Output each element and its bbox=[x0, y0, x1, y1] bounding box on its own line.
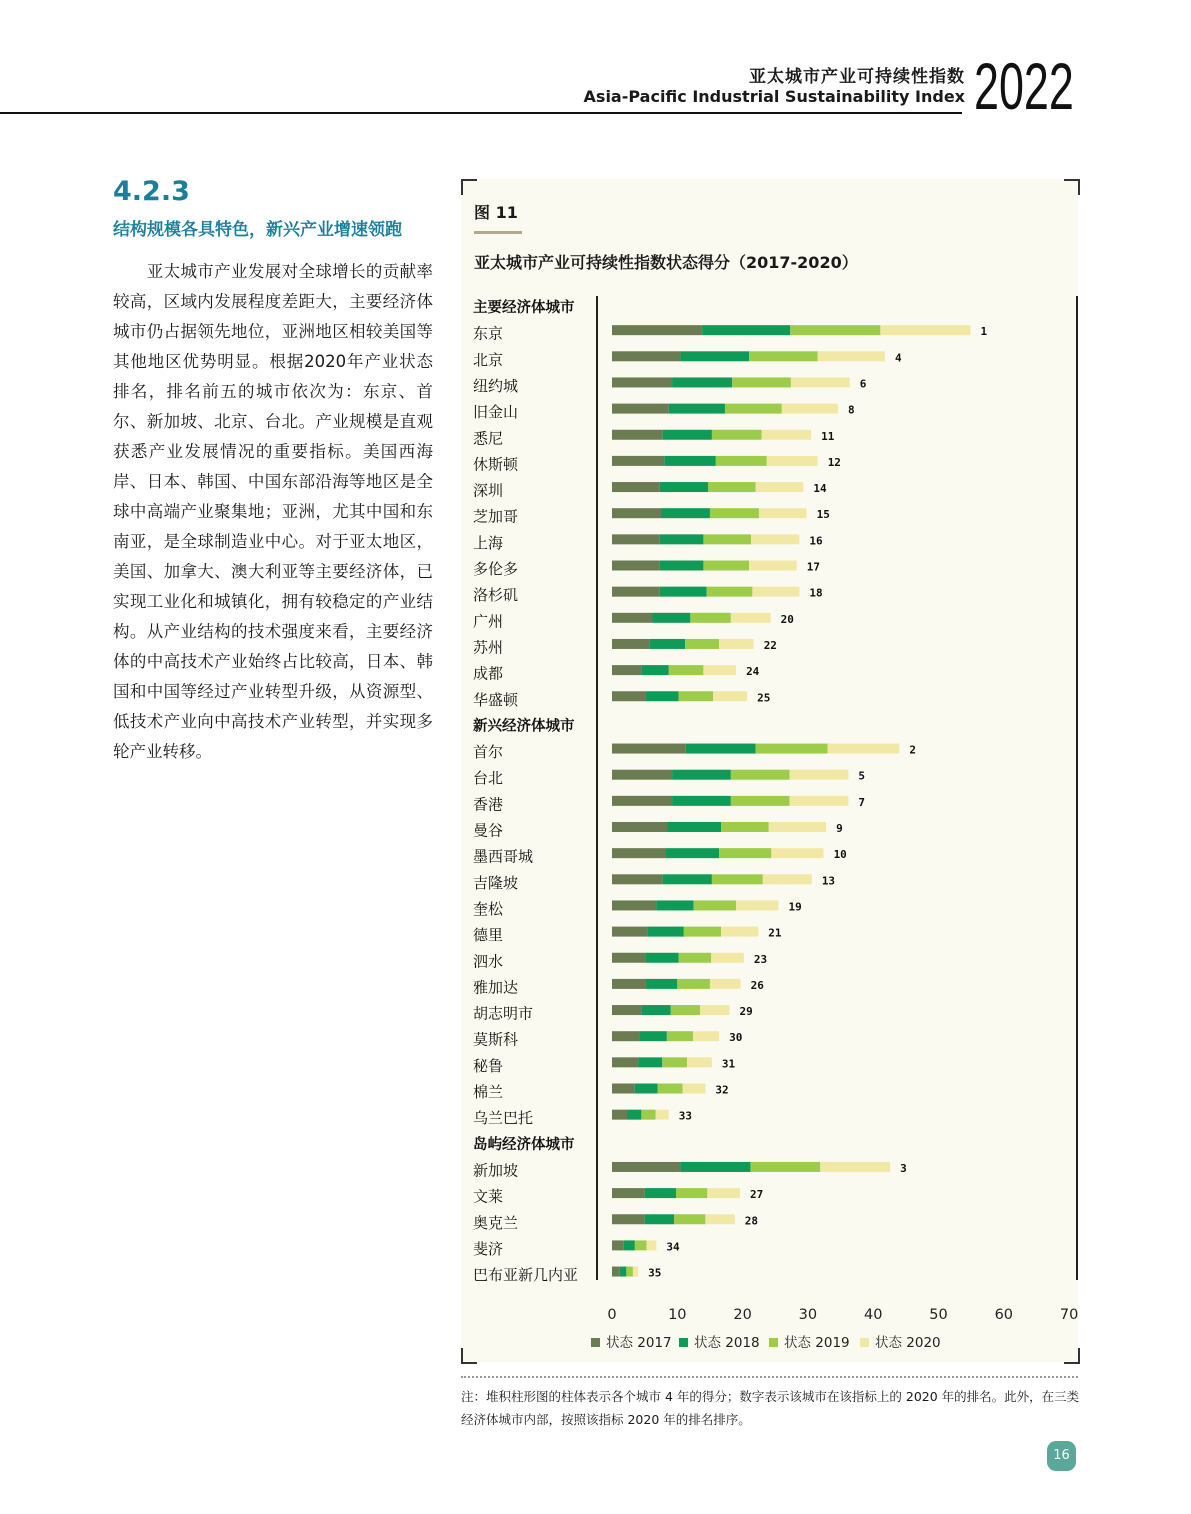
bar-segment-2020 bbox=[756, 482, 804, 492]
bar-segment-2018 bbox=[672, 796, 731, 806]
rank-label: 32 bbox=[715, 1083, 729, 1097]
bar-segment-2017 bbox=[612, 979, 646, 989]
bar-segment-2017 bbox=[612, 351, 681, 361]
bar-segment-2019 bbox=[662, 1057, 687, 1067]
bar-segment-2017 bbox=[612, 430, 662, 440]
bar-segment-2018 bbox=[656, 900, 693, 910]
rank-label: 33 bbox=[678, 1109, 693, 1123]
bar-segment-2018 bbox=[641, 1005, 670, 1015]
legend-label: 状态 2018 bbox=[694, 1335, 760, 1351]
bar-segment-2019 bbox=[712, 874, 763, 884]
bar-segment-2018 bbox=[645, 1214, 674, 1224]
bar-segment-2017 bbox=[612, 1162, 681, 1172]
city-label: 东京 bbox=[473, 324, 504, 343]
bar-segment-2017 bbox=[612, 1188, 645, 1198]
bar-segment-2018 bbox=[649, 639, 685, 649]
rank-label: 27 bbox=[749, 1188, 764, 1202]
group-label: 主要经济体城市 bbox=[473, 300, 575, 316]
rank-label: 8 bbox=[847, 403, 855, 417]
x-tick-label: 50 bbox=[929, 1307, 948, 1323]
bar-segment-2020 bbox=[790, 770, 849, 780]
bar-segment-2020 bbox=[762, 430, 812, 440]
bar-segment-2020 bbox=[763, 874, 812, 884]
bar-segment-2017 bbox=[612, 1084, 635, 1094]
bar-segment-2017 bbox=[612, 796, 672, 806]
section-number: 4.2.3 bbox=[113, 176, 190, 207]
x-tick-label: 10 bbox=[668, 1307, 687, 1323]
group-label: 新兴经济体城市 bbox=[473, 718, 575, 735]
rank-label: 30 bbox=[729, 1031, 743, 1045]
bar-segment-2019 bbox=[749, 351, 818, 361]
city-label: 苏州 bbox=[473, 638, 504, 657]
bar-segment-2018 bbox=[638, 1057, 662, 1067]
bar-segment-2020 bbox=[633, 1267, 638, 1277]
bar-segment-2018 bbox=[660, 587, 707, 597]
city-label: 曼谷 bbox=[473, 821, 504, 840]
bar-segment-2020 bbox=[782, 404, 838, 414]
rank-label: 25 bbox=[757, 691, 771, 705]
header-year: 2022 bbox=[974, 49, 1074, 123]
bar-segment-2019 bbox=[731, 796, 790, 806]
bar-segment-2020 bbox=[751, 534, 799, 544]
city-label: 华盛顿 bbox=[473, 690, 519, 709]
city-label: 广州 bbox=[473, 612, 504, 631]
bar-segment-2019 bbox=[676, 1188, 707, 1198]
city-label: 洛杉矶 bbox=[473, 586, 519, 605]
bar-segment-2019 bbox=[679, 953, 712, 963]
x-tick-label: 40 bbox=[863, 1307, 883, 1323]
header-title-en: Asia-Pacific Industrial Sustainability Index bbox=[583, 87, 965, 106]
bar-segment-2018 bbox=[620, 1267, 627, 1277]
bar-segment-2020 bbox=[705, 1214, 734, 1224]
bar-segment-2019 bbox=[707, 587, 753, 597]
bar-segment-2020 bbox=[752, 587, 799, 597]
x-tick-label: 60 bbox=[994, 1307, 1014, 1323]
rank-label: 17 bbox=[806, 560, 821, 574]
bar-segment-2017 bbox=[612, 822, 668, 832]
city-label: 乌兰巴托 bbox=[473, 1109, 534, 1128]
group-label: 岛屿经济体城市 bbox=[473, 1136, 575, 1153]
bar-segment-2019 bbox=[679, 691, 714, 701]
bar-segment-2019 bbox=[721, 822, 769, 832]
rank-label: 22 bbox=[763, 638, 777, 652]
bar-segment-2018 bbox=[681, 351, 750, 361]
city-label: 上海 bbox=[473, 533, 504, 552]
bar-segment-2018 bbox=[627, 1110, 641, 1120]
city-label: 斐济 bbox=[473, 1239, 504, 1258]
bar-segment-2017 bbox=[612, 325, 702, 335]
bar-segment-2020 bbox=[731, 613, 771, 623]
city-label: 雅加达 bbox=[473, 978, 519, 997]
bar-segment-2020 bbox=[769, 822, 826, 832]
bar-segment-2020 bbox=[687, 1057, 712, 1067]
bar-segment-2020 bbox=[818, 351, 885, 361]
bar-segment-2019 bbox=[716, 456, 767, 466]
bar-segment-2017 bbox=[612, 482, 660, 492]
city-label: 巴布亚新几内亚 bbox=[473, 1266, 579, 1285]
bar-segment-2020 bbox=[771, 848, 823, 858]
city-label: 台北 bbox=[473, 769, 504, 788]
city-label: 墨西哥城 bbox=[473, 847, 534, 866]
bar-segment-2019 bbox=[684, 927, 721, 937]
bar-segment-2018 bbox=[641, 665, 668, 675]
rank-label: 1 bbox=[980, 325, 988, 339]
bar-segment-2017 bbox=[612, 1005, 641, 1015]
bar-segment-2019 bbox=[641, 1110, 655, 1120]
bar-segment-2019 bbox=[694, 900, 736, 910]
city-label: 泗水 bbox=[473, 952, 504, 971]
bar-segment-2018 bbox=[646, 691, 679, 701]
rank-label: 26 bbox=[750, 978, 764, 992]
bar-segment-2020 bbox=[759, 508, 807, 518]
bar-segment-2017 bbox=[612, 900, 656, 910]
dotted-divider bbox=[461, 1376, 1078, 1378]
bar-segment-2018 bbox=[664, 456, 716, 466]
bar-segment-2017 bbox=[612, 1057, 638, 1067]
bar-segment-2019 bbox=[685, 639, 719, 649]
city-label: 悉尼 bbox=[473, 429, 504, 448]
city-label: 胡志明市 bbox=[473, 1004, 534, 1023]
bar-segment-2018 bbox=[646, 979, 677, 989]
bar-segment-2017 bbox=[612, 639, 649, 649]
bar-segment-2020 bbox=[880, 325, 970, 335]
rank-label: 28 bbox=[744, 1214, 759, 1228]
x-tick-label: 30 bbox=[798, 1307, 818, 1323]
rank-label: 3 bbox=[900, 1161, 907, 1175]
bar-segment-2018 bbox=[646, 953, 679, 963]
bar-segment-2020 bbox=[683, 1084, 706, 1094]
rank-label: 4 bbox=[894, 351, 902, 365]
bar-segment-2018 bbox=[702, 325, 790, 335]
bar-segment-2020 bbox=[711, 953, 744, 963]
legend-swatch-2019 bbox=[769, 1338, 778, 1347]
bar-segment-2019 bbox=[669, 665, 704, 675]
bar-segment-2018 bbox=[648, 927, 684, 937]
bar-segment-2017 bbox=[612, 744, 686, 754]
city-label: 文莱 bbox=[473, 1187, 504, 1206]
bar-segment-2017 bbox=[612, 1240, 624, 1250]
bar-segment-2018 bbox=[668, 822, 722, 832]
bar-segment-2019 bbox=[703, 561, 749, 571]
bar-segment-2017 bbox=[612, 927, 648, 937]
legend-label: 状态 2017 bbox=[606, 1335, 672, 1351]
bar-segment-2019 bbox=[690, 613, 730, 623]
legend-swatch-2017 bbox=[591, 1338, 600, 1347]
bar-segment-2018 bbox=[666, 848, 720, 858]
bar-segment-2019 bbox=[635, 1240, 647, 1250]
bar-segment-2020 bbox=[700, 1005, 729, 1015]
figure-label: 图 11 bbox=[474, 203, 518, 222]
rank-label: 15 bbox=[816, 508, 830, 522]
rank-label: 12 bbox=[827, 455, 841, 469]
bar-segment-2019 bbox=[756, 744, 828, 754]
bar-segment-2018 bbox=[624, 1240, 635, 1250]
city-label: 棉兰 bbox=[473, 1083, 504, 1101]
x-tick-label: 70 bbox=[1059, 1307, 1079, 1323]
bar-segment-2020 bbox=[721, 927, 758, 937]
bar-segment-2020 bbox=[820, 1162, 890, 1172]
city-label: 吉隆坡 bbox=[473, 873, 519, 892]
bar-segment-2019 bbox=[674, 1214, 705, 1224]
rank-label: 21 bbox=[768, 926, 782, 940]
bar-segment-2020 bbox=[693, 1031, 719, 1041]
bar-segment-2018 bbox=[639, 1031, 666, 1041]
section-title: 结构规模各具特色，新兴产业增速领跑 bbox=[113, 220, 402, 240]
rank-label: 5 bbox=[858, 769, 866, 783]
city-label: 北京 bbox=[473, 350, 504, 369]
bar-segment-2018 bbox=[669, 404, 725, 414]
rank-label: 18 bbox=[809, 586, 823, 600]
bar-segment-2018 bbox=[635, 1084, 658, 1094]
bar-segment-2020 bbox=[656, 1110, 669, 1120]
bar-segment-2017 bbox=[612, 691, 646, 701]
bar-segment-2018 bbox=[645, 1188, 676, 1198]
rank-label: 6 bbox=[859, 377, 867, 391]
rank-label: 9 bbox=[836, 822, 843, 835]
legend-label: 状态 2019 bbox=[784, 1335, 850, 1351]
city-label: 秘鲁 bbox=[473, 1056, 504, 1075]
bar-segment-2018 bbox=[661, 508, 710, 518]
legend-swatch-2020 bbox=[860, 1338, 869, 1347]
rank-label: 20 bbox=[780, 612, 794, 626]
rank-label: 34 bbox=[666, 1240, 680, 1254]
bar-segment-2018 bbox=[662, 430, 712, 440]
rank-label: 23 bbox=[753, 952, 768, 966]
bar-segment-2019 bbox=[667, 1031, 693, 1041]
bar-segment-2020 bbox=[827, 744, 899, 754]
bar-segment-2019 bbox=[677, 979, 710, 989]
figure-note: 注：堆积柱形图的柱体表示各个城市 4 年的得分；数字表示该城市在该指标上的 2020 年的排名。此外，在三类经济体城市内部，按照该指标 2020 年的排名排序。 bbox=[461, 1389, 1080, 1427]
bar-segment-2018 bbox=[660, 534, 704, 544]
city-label: 莫斯科 bbox=[473, 1030, 519, 1049]
city-label: 纽约城 bbox=[473, 376, 519, 395]
bar-segment-2017 bbox=[612, 1267, 620, 1277]
city-label: 多伦多 bbox=[473, 560, 519, 578]
city-label: 奥克兰 bbox=[473, 1213, 519, 1232]
header-title-cn: 亚太城市产业可持续性指数 bbox=[749, 67, 965, 87]
legend-swatch-2018 bbox=[679, 1338, 688, 1347]
bar-segment-2020 bbox=[790, 796, 849, 806]
bar-segment-2017 bbox=[612, 561, 660, 571]
bar-segment-2017 bbox=[612, 508, 661, 518]
bar-segment-2019 bbox=[732, 377, 791, 387]
bar-segment-2020 bbox=[703, 665, 736, 675]
bar-segment-2019 bbox=[719, 848, 771, 858]
x-tick-label: 20 bbox=[733, 1307, 752, 1323]
bar-segment-2017 bbox=[612, 1110, 627, 1120]
bar-segment-2017 bbox=[612, 1031, 639, 1041]
figure-title: 亚太城市产业可持续性指数状态得分（2017-2020） bbox=[474, 253, 858, 272]
legend-label: 状态 2020 bbox=[875, 1335, 941, 1351]
rank-label: 2 bbox=[909, 743, 916, 757]
rank-label: 10 bbox=[833, 848, 847, 862]
bar-segment-2019 bbox=[703, 534, 751, 544]
bar-segment-2017 bbox=[612, 613, 652, 623]
city-label: 新加坡 bbox=[473, 1161, 519, 1180]
rank-label: 14 bbox=[813, 482, 827, 496]
bar-segment-2019 bbox=[626, 1267, 633, 1277]
bar-segment-2017 bbox=[612, 587, 660, 597]
bar-segment-2019 bbox=[750, 1162, 820, 1172]
rank-label: 29 bbox=[739, 1005, 753, 1019]
city-label: 德里 bbox=[473, 926, 504, 945]
rank-label: 24 bbox=[746, 665, 760, 679]
rank-label: 31 bbox=[721, 1057, 736, 1071]
bar-segment-2017 bbox=[612, 770, 672, 780]
city-label: 休斯顿 bbox=[473, 455, 519, 474]
rank-label: 35 bbox=[648, 1266, 662, 1280]
city-label: 芝加哥 bbox=[473, 507, 519, 526]
bar-segment-2020 bbox=[710, 979, 741, 989]
bar-segment-2020 bbox=[736, 900, 778, 910]
bar-segment-2020 bbox=[647, 1240, 657, 1250]
x-tick-label: 0 bbox=[607, 1307, 617, 1323]
bar-segment-2018 bbox=[660, 482, 708, 492]
bar-segment-2019 bbox=[725, 404, 782, 414]
bar-segment-2017 bbox=[612, 665, 641, 675]
bar-segment-2017 bbox=[612, 874, 662, 884]
rank-label: 13 bbox=[821, 874, 836, 888]
rank-label: 7 bbox=[858, 795, 866, 809]
bar-segment-2017 bbox=[612, 404, 669, 414]
bar-segment-2018 bbox=[686, 744, 756, 754]
city-label: 香港 bbox=[473, 795, 504, 814]
bar-segment-2019 bbox=[708, 482, 756, 492]
bar-segment-2017 bbox=[612, 534, 660, 544]
bar-segment-2017 bbox=[612, 848, 666, 858]
bar-segment-2018 bbox=[672, 377, 732, 387]
rank-label: 11 bbox=[821, 429, 835, 443]
bar-segment-2018 bbox=[660, 561, 704, 571]
bar-segment-2017 bbox=[612, 377, 672, 387]
city-label: 深圳 bbox=[473, 481, 504, 500]
city-label: 奎松 bbox=[473, 899, 504, 918]
bar-segment-2019 bbox=[790, 325, 880, 335]
bar-segment-2019 bbox=[731, 770, 790, 780]
bar-segment-2020 bbox=[767, 456, 818, 466]
bar-segment-2017 bbox=[612, 953, 646, 963]
bar-segment-2020 bbox=[791, 377, 850, 387]
bar-segment-2020 bbox=[719, 639, 754, 649]
bar-segment-2020 bbox=[713, 691, 747, 701]
rank-label: 19 bbox=[788, 900, 802, 914]
bar-segment-2018 bbox=[662, 874, 712, 884]
bar-segment-2019 bbox=[712, 430, 762, 440]
bar-segment-2019 bbox=[671, 1005, 700, 1015]
bar-segment-2019 bbox=[710, 508, 759, 518]
city-label: 首尔 bbox=[473, 743, 504, 762]
bar-segment-2018 bbox=[681, 1162, 751, 1172]
bar-segment-2020 bbox=[707, 1188, 740, 1198]
bar-segment-2017 bbox=[612, 1214, 645, 1224]
page-number: 16 bbox=[1047, 1441, 1076, 1471]
bar-segment-2018 bbox=[652, 613, 690, 623]
city-label: 旧金山 bbox=[473, 403, 519, 422]
rank-label: 16 bbox=[809, 534, 823, 548]
bar-segment-2018 bbox=[672, 770, 731, 780]
section-body: 亚太城市产业发展对全球增长的贡献率较高，区域内发展程度差距大，主要经济体城市仍占据领先地位，亚洲地区相较美国等其他地区优势明显。根据2020年产业状态排名，排名前五的城市依次为：东京、首尔、新加坡、北京、台北。产业规模是直观获悉产业发展情况的重要指标。美国西海岸、日本、韩国、中国东部沿海等地区是全球中高端产业聚集地；亚洲，尤其中国和东南亚，是全球制造业中心。对于亚太地区，美国、加拿大、澳大利亚等主要经济体，已实现工业化和城镇化，拥有较稳定的产业结构。从产业结构的技术强度来看，主要经济体的中高技术产业始终占比较高，日本、韩国和中国等经过产业转型升级，从资源型、低技术产业向中高技术产业转型，并实现多轮产业转移。 bbox=[113, 262, 433, 761]
bar-segment-2020 bbox=[749, 561, 797, 571]
bar-segment-2019 bbox=[658, 1084, 683, 1094]
city-label: 成都 bbox=[473, 664, 504, 683]
bar-segment-2017 bbox=[612, 456, 664, 466]
